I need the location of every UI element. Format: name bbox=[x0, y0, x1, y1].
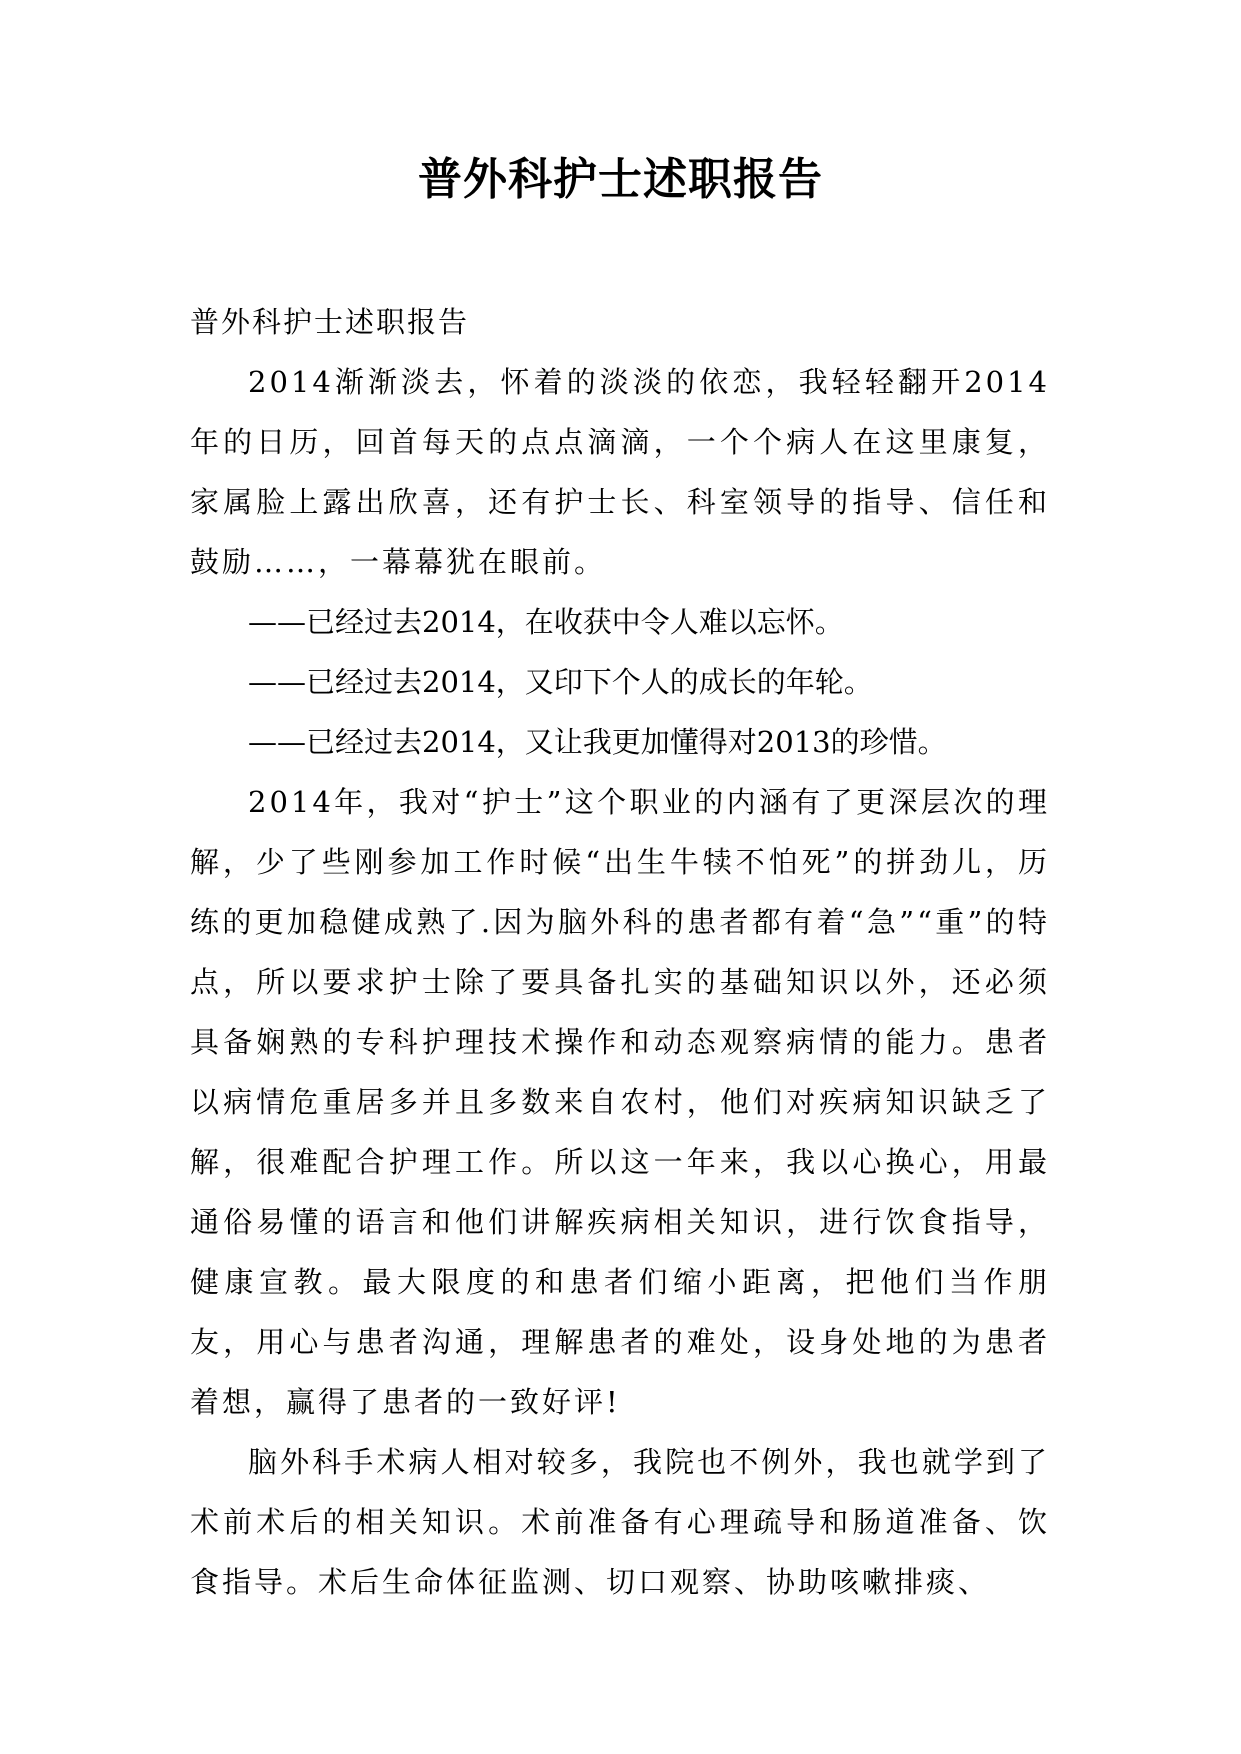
paragraph: 2014渐渐淡去，怀着的淡淡的依恋，我轻轻翻开2014年的日历，回首每天的点点滴滴，一个个病人在这里康复，家属脸上露出欣喜，还有护士长、科室领导的指导、信任和鼓励……，一幕幕犹在眼前。 bbox=[190, 365, 1050, 579]
paragraph: ——已经过去2014，又让我更加懂得对2013的珍惜。 bbox=[248, 725, 947, 759]
paragraph: ——已经过去2014，在收获中令人难以忘怀。 bbox=[248, 605, 844, 639]
paragraph: 2014年，我对“护士”这个职业的内涵有了更深层次的理解，少了些刚参加工作时候“出生牛犊不怕死”的拼劲儿，历练的更加稳健成熟了.因为脑外科的患者都有着“急”“重”的特点，所以要求护士除了要具备扎实的基础知识以外，还必须具备娴熟的专科护理技术操作和动态观察病情的能力。患者以病情危重居多并且多数来自农村，他们对疾病知识缺乏了解，很难配合护理工作。所以这一年来，我以心换心，用最通俗易懂的语言和他们讲解疾病相关知识，进行饮食指导，健康宣教。最大限度的和患者们缩小距离，把他们当作朋友，用心与患者沟通，理解患者的难处，设身处地的为患者着想，赢得了患者的一致好评! bbox=[190, 785, 1050, 1419]
document-title: 普外科护士述职报告 bbox=[418, 154, 823, 205]
document-body bbox=[190, 292, 1050, 1612]
body-heading: 普外科护士述职报告 bbox=[190, 305, 470, 339]
paragraph: 脑外科手术病人相对较多，我院也不例外，我也就学到了术前术后的相关知识。术前准备有心理疏导和肠道准备、饮食指导。术后生命体征监测、切口观察、协助咳嗽排痰、 bbox=[190, 1445, 1050, 1599]
paragraph: ——已经过去2014，又印下个人的成长的年轮。 bbox=[248, 665, 873, 699]
